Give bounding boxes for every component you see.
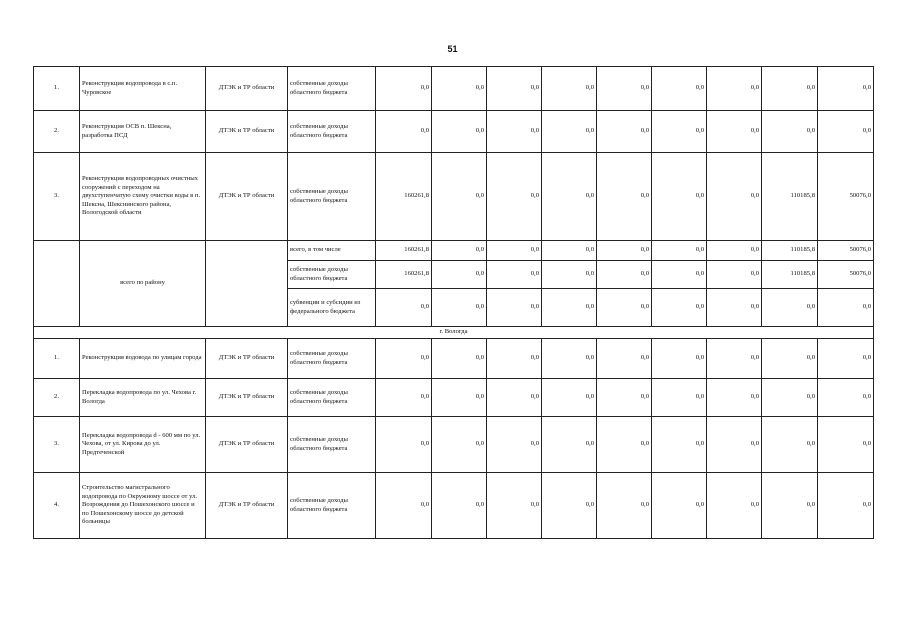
value-cell: 0,0: [762, 379, 818, 417]
value-cell: 0,0: [762, 417, 818, 473]
value-cell: 0,0: [487, 473, 542, 539]
value-cell: 0,0: [597, 153, 652, 241]
value-cell: 0,0: [597, 379, 652, 417]
value-cell: 0,0: [432, 473, 487, 539]
project-name: Перекладка водопровода по ул. Чехова г. Вологда: [80, 379, 206, 417]
value-cell: 0,0: [818, 379, 874, 417]
value-cell: 0,0: [542, 417, 597, 473]
value-cell: 0,0: [376, 417, 432, 473]
row-index: 4.: [34, 473, 80, 539]
value-cell: 110185,8: [762, 153, 818, 241]
value-cell: 0,0: [542, 289, 597, 327]
executor: ДТЭК и ТР области: [206, 473, 288, 539]
value-cell: 0,0: [707, 241, 762, 261]
value-cell: 0,0: [652, 261, 707, 289]
value-cell: 0,0: [707, 261, 762, 289]
value-cell: 0,0: [818, 111, 874, 153]
project-name: Перекладка водопровода d - 600 мм по ул. Чехова, от ул. Кирова до ул. Предтеченской: [80, 417, 206, 473]
value-cell: 0,0: [432, 417, 487, 473]
row-index: 1.: [34, 339, 80, 379]
value-cell: 0,0: [542, 153, 597, 241]
value-cell: 0,0: [376, 67, 432, 111]
value-cell: 0,0: [542, 67, 597, 111]
funding-source: субвенции и субсидии из федерального бюджета: [288, 289, 376, 327]
value-cell: 0,0: [542, 241, 597, 261]
row-index: 2.: [34, 379, 80, 417]
value-cell: 0,0: [376, 339, 432, 379]
executor: ДТЭК и ТР области: [206, 417, 288, 473]
table-row: [34, 241, 874, 261]
value-cell: 0,0: [487, 417, 542, 473]
value-cell: 0,0: [818, 417, 874, 473]
value-cell: 0,0: [542, 261, 597, 289]
value-cell: 0,0: [432, 111, 487, 153]
value-cell: 0,0: [652, 111, 707, 153]
value-cell: 0,0: [376, 379, 432, 417]
executor: ДТЭК и ТР области: [206, 339, 288, 379]
value-cell: 0,0: [762, 289, 818, 327]
value-cell: 0,0: [542, 111, 597, 153]
value-cell: 0,0: [432, 261, 487, 289]
table-row: [34, 473, 874, 539]
funding-source: собственные доходы областного бюджета: [288, 261, 376, 289]
value-cell: 0,0: [652, 241, 707, 261]
table-row: [34, 339, 874, 379]
value-cell: 0,0: [652, 67, 707, 111]
table-row: [34, 153, 874, 241]
value-cell: 0,0: [597, 473, 652, 539]
project-name: Строительство магистрального водопровода по Окружному шоссе от ул. Возрождения до Пошехонского шоссе и по Пошехонскому шоссе до детской больницы: [80, 473, 206, 539]
value-cell: 0,0: [542, 473, 597, 539]
value-cell: 110185,8: [762, 241, 818, 261]
funding-source: собственные доходы областного бюджета: [288, 339, 376, 379]
page-number: 51: [447, 44, 458, 54]
value-cell: 0,0: [597, 67, 652, 111]
value-cell: 160261,8: [376, 153, 432, 241]
value-cell: 0,0: [707, 339, 762, 379]
value-cell: 0,0: [652, 473, 707, 539]
table-row: [34, 111, 874, 153]
value-cell: 0,0: [707, 153, 762, 241]
section-row: [34, 327, 874, 339]
value-cell: 50076,0: [818, 153, 874, 241]
value-cell: 0,0: [432, 241, 487, 261]
value-cell: 50076,0: [818, 261, 874, 289]
executor: ДТЭК и ТР области: [206, 153, 288, 241]
value-cell: 0,0: [762, 67, 818, 111]
value-cell: 0,0: [376, 473, 432, 539]
value-cell: 0,0: [487, 241, 542, 261]
value-cell: 0,0: [652, 339, 707, 379]
value-cell: 0,0: [597, 241, 652, 261]
value-cell: 0,0: [432, 339, 487, 379]
project-name: Реконструкция водопровода в с.п. Чуровское: [80, 67, 206, 111]
value-cell: 0,0: [432, 67, 487, 111]
value-cell: 0,0: [487, 339, 542, 379]
value-cell: 0,0: [818, 339, 874, 379]
value-cell: 0,0: [542, 339, 597, 379]
section-title: г. Вологда: [34, 327, 874, 339]
value-cell: 0,0: [597, 417, 652, 473]
project-name: Реконструкция ОСВ п. Шексна, разработка ПСД: [80, 111, 206, 153]
value-cell: 0,0: [432, 379, 487, 417]
value-cell: 0,0: [542, 379, 597, 417]
value-cell: 0,0: [762, 339, 818, 379]
executor: ДТЭК и ТР области: [206, 379, 288, 417]
value-cell: 0,0: [432, 153, 487, 241]
value-cell: 0,0: [487, 111, 542, 153]
value-cell: 0,0: [818, 289, 874, 327]
value-cell: 0,0: [652, 289, 707, 327]
value-cell: 0,0: [762, 473, 818, 539]
value-cell: 0,0: [597, 339, 652, 379]
project-name: Реконструкция водопроводных очистных сооружений с переходом на двухступенчатую схему очистки воды в п. Шексна, Шекснинского района, Вологодской области: [80, 153, 206, 241]
row-index: 2.: [34, 111, 80, 153]
district-total-label: всего по району: [80, 241, 206, 327]
value-cell: 160261,8: [376, 241, 432, 261]
value-cell: 0,0: [762, 111, 818, 153]
value-cell: 0,0: [376, 289, 432, 327]
funding-source: собственные доходы областного бюджета: [288, 417, 376, 473]
value-cell: 0,0: [487, 261, 542, 289]
value-cell: 0,0: [487, 67, 542, 111]
budget-table: [33, 66, 874, 539]
funding-source: собственные доходы областного бюджета: [288, 111, 376, 153]
value-cell: 0,0: [707, 111, 762, 153]
funding-source: собственные доходы областного бюджета: [288, 67, 376, 111]
project-name: Реконструкция водовода по улицам города: [80, 339, 206, 379]
value-cell: 0,0: [652, 153, 707, 241]
value-cell: 0,0: [597, 261, 652, 289]
value-cell: 0,0: [432, 289, 487, 327]
value-cell: 0,0: [707, 379, 762, 417]
value-cell: 0,0: [652, 417, 707, 473]
executor-empty: [206, 241, 288, 327]
value-cell: 0,0: [487, 289, 542, 327]
funding-source: всего, в том числе: [288, 241, 376, 261]
funding-source: собственные доходы областного бюджета: [288, 379, 376, 417]
value-cell: 0,0: [818, 67, 874, 111]
table-row: [34, 67, 874, 111]
table-row: [34, 417, 874, 473]
row-index: 1.: [34, 67, 80, 111]
funding-source: собственные доходы областного бюджета: [288, 153, 376, 241]
row-index: 3.: [34, 153, 80, 241]
value-cell: 0,0: [376, 111, 432, 153]
value-cell: 0,0: [707, 289, 762, 327]
value-cell: 0,0: [487, 153, 542, 241]
table-row: [34, 379, 874, 417]
value-cell: 0,0: [707, 473, 762, 539]
value-cell: 0,0: [597, 289, 652, 327]
executor: ДТЭК и ТР области: [206, 111, 288, 153]
value-cell: 0,0: [487, 379, 542, 417]
executor: ДТЭК и ТР области: [206, 67, 288, 111]
value-cell: 0,0: [818, 473, 874, 539]
value-cell: 0,0: [707, 67, 762, 111]
row-index: 3.: [34, 417, 80, 473]
value-cell: 0,0: [652, 379, 707, 417]
value-cell: 0,0: [597, 111, 652, 153]
value-cell: 110185,8: [762, 261, 818, 289]
row-index-empty: [34, 241, 80, 327]
value-cell: 160261,8: [376, 261, 432, 289]
value-cell: 50076,0: [818, 241, 874, 261]
funding-source: собственные доходы областного бюджета: [288, 473, 376, 539]
value-cell: 0,0: [707, 417, 762, 473]
